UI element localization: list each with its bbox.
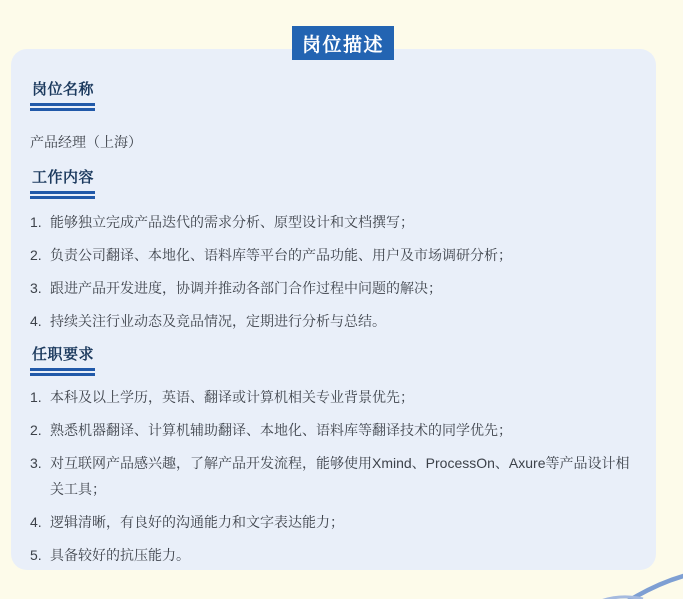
section-position-name — [30, 80, 638, 153]
list-item — [30, 209, 638, 235]
list-item-text: 具备较好的抗压能力。 — [50, 547, 190, 563]
section-title-position-name: 岗位名称 — [32, 81, 95, 98]
list-item — [30, 308, 638, 334]
badge-label: 岗位描述 — [302, 34, 385, 56]
list-item — [30, 417, 638, 443]
list-item — [30, 384, 638, 410]
section-title-job-content: 工作内容 — [32, 169, 95, 186]
list-item-text: 逻辑清晰，有良好的沟通能力和文字表达能力； — [50, 514, 344, 530]
list-item-text: 能够独立完成产品迭代的需求分析、原型设计和文档撰写； — [50, 214, 414, 230]
list-item — [30, 542, 638, 568]
list-item-number: 1. — [30, 389, 42, 405]
list-item-text: 本科及以上学历，英语、翻译或计算机相关专业背景优先； — [50, 389, 414, 405]
section-job-content — [30, 168, 638, 334]
list-item-number: 3. — [30, 455, 42, 471]
position-name-value: 产品经理（上海） — [30, 134, 142, 150]
section-job-requirements — [30, 345, 638, 568]
list-item — [30, 450, 638, 502]
list-item-number: 1. — [30, 214, 42, 230]
title-double-underline — [30, 368, 95, 376]
list-item-text: 熟悉机器翻译、计算机辅助翻译、本地化、语料库等翻译技术的同学优先； — [50, 422, 512, 438]
list-item-number: 2. — [30, 247, 42, 263]
list-item-text: 跟进产品开发进度，协调并推动各部门合作过程中问题的解决； — [50, 280, 442, 296]
list-item — [30, 242, 638, 268]
title-double-underline — [30, 191, 95, 199]
section-title-job-requirements: 任职要求 — [32, 346, 95, 363]
list-item-number: 4. — [30, 313, 42, 329]
card-content — [11, 49, 656, 568]
job-content-list — [30, 209, 638, 334]
list-item-number: 4. — [30, 514, 42, 530]
list-item-number: 5. — [30, 547, 42, 563]
list-item-number: 3. — [30, 280, 42, 296]
list-item — [30, 275, 638, 301]
list-item-text: 负责公司翻译、本地化、语料库等平台的产品功能、用户及市场调研分析； — [50, 247, 512, 263]
job-description-badge — [292, 26, 394, 60]
title-double-underline — [30, 103, 95, 111]
list-item-text: 持续关注行业动态及竞品情况，定期进行分析与总结。 — [50, 313, 386, 329]
list-item-text: 对互联网产品感兴趣，了解产品开发流程，能够使用Xmind、ProcessOn、Axure等产品设计相关工具； — [50, 455, 630, 497]
job-description-card — [11, 49, 656, 570]
list-item — [30, 509, 638, 535]
job-requirements-list — [30, 384, 638, 568]
list-item-number: 2. — [30, 422, 42, 438]
